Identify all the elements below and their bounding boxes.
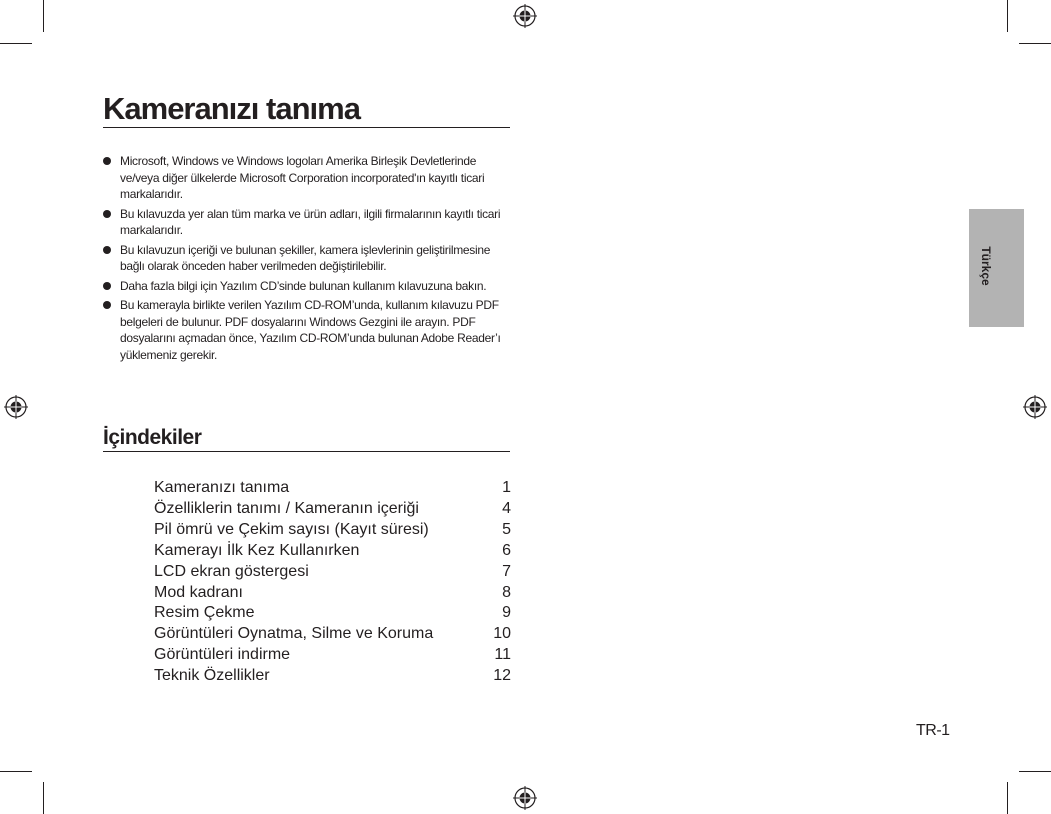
bullet-icon	[103, 301, 111, 309]
toc-entry-title: Resim Çekme	[154, 604, 255, 622]
bullet-icon	[103, 157, 111, 165]
toc-entry-title: Görüntüleri indirme	[154, 646, 291, 664]
toc-entry	[154, 624, 511, 645]
toc-entry-page: 11	[494, 646, 511, 664]
crop-mark	[43, 0, 44, 32]
toc-entry-page: 9	[502, 604, 511, 622]
language-tab-label: Türkçe	[979, 246, 993, 286]
toc-entry-page: 10	[493, 625, 511, 643]
crop-mark	[0, 771, 32, 772]
list-item-text: Microsoft, Windows ve Windows logoları Amerika Birleşik Devletlerinde ve/veya diğer ülkelerde Microsoft Corporation incorporated'ın kayıtlı ticari markalarıdır.	[120, 154, 485, 201]
page-title: Kameranızı tanıma	[103, 92, 510, 128]
toc-entry	[154, 520, 511, 541]
list-item-text: Bu kamerayla birlikte verilen Yazılım CD-ROM’unda, kullanım kılavuzu PDF belgeleri de bulunur. PDF dosyalarını Windows Gezgini ile arayın. PDF dosyalarını açmadan önce, Yazılım CD-ROM’unda bulunan Adobe Reader’ı yüklemeniz gerekir.	[120, 298, 501, 362]
toc-entry	[154, 645, 511, 666]
list-item-text: Daha fazla bilgi için Yazılım CD’sinde bulunan kullanım kılavuzuna bakın.	[120, 278, 487, 293]
list-item	[103, 242, 515, 275]
list-item	[103, 206, 515, 239]
crop-mark	[1019, 43, 1051, 44]
registration-mark-icon	[513, 4, 537, 28]
toc-entry-page: 5	[502, 520, 511, 538]
language-tab	[969, 209, 1024, 327]
toc-entry-page: 8	[502, 583, 511, 601]
toc-entry-page: 7	[502, 562, 511, 580]
toc-entry-title: Mod kadranı	[154, 583, 243, 601]
list-item	[103, 278, 515, 295]
toc-entry-page: 4	[502, 499, 511, 517]
toc-entry-title: LCD ekran göstergesi	[154, 562, 309, 580]
toc-entry	[154, 583, 511, 604]
bullet-icon	[103, 210, 111, 218]
toc-entry-title: Pil ömrü ve Çekim sayısı (Kayıt süresi)	[154, 520, 429, 538]
bullet-icon	[103, 282, 111, 290]
toc-entry	[154, 666, 511, 687]
crop-mark	[0, 43, 32, 44]
registration-mark-icon	[513, 786, 537, 810]
page-number: TR-1	[916, 722, 950, 739]
toc-entry-page: 1	[502, 479, 511, 496]
crop-mark	[1019, 771, 1051, 772]
bullet-icon	[103, 246, 111, 254]
list-item	[103, 297, 515, 363]
registration-mark-icon	[4, 395, 28, 419]
toc-entry	[154, 562, 511, 583]
toc-entry	[154, 499, 511, 520]
toc-entry-page: 6	[502, 541, 511, 559]
crop-mark	[1007, 782, 1008, 814]
crop-mark	[1007, 0, 1008, 32]
toc-entry	[154, 541, 511, 562]
list-item-text: Bu kılavuzda yer alan tüm marka ve ürün adları, ilgili firmalarının kayıtlı ticari markalarıdır.	[120, 206, 501, 237]
toc-entry-title: Görüntüleri Oynatma, Silme ve Koruma	[154, 625, 434, 643]
table-of-contents	[154, 478, 511, 687]
toc-entry-page: 12	[493, 667, 511, 685]
toc-heading: İçindekiler	[103, 425, 510, 452]
toc-entry-title: Kamerayı İlk Kez Kullanırken	[154, 541, 360, 559]
toc-entry	[154, 478, 511, 499]
toc-entry-title: Özelliklerin tanımı / Kameranın içeriği	[154, 499, 419, 517]
registration-mark-icon	[1023, 395, 1047, 419]
notice-list	[103, 153, 515, 366]
toc-entry-title: Teknik Özellikler	[154, 667, 270, 685]
list-item-text: Bu kılavuzun içeriği ve bulunan şekiller, kamera işlevlerinin geliştirilmesine bağlı olarak önceden haber verilmeden değiştirilebilir.	[120, 242, 491, 273]
toc-entry	[154, 603, 511, 624]
list-item	[103, 153, 515, 203]
toc-entry-title: Kameranızı tanıma	[154, 479, 290, 496]
crop-mark	[43, 782, 44, 814]
